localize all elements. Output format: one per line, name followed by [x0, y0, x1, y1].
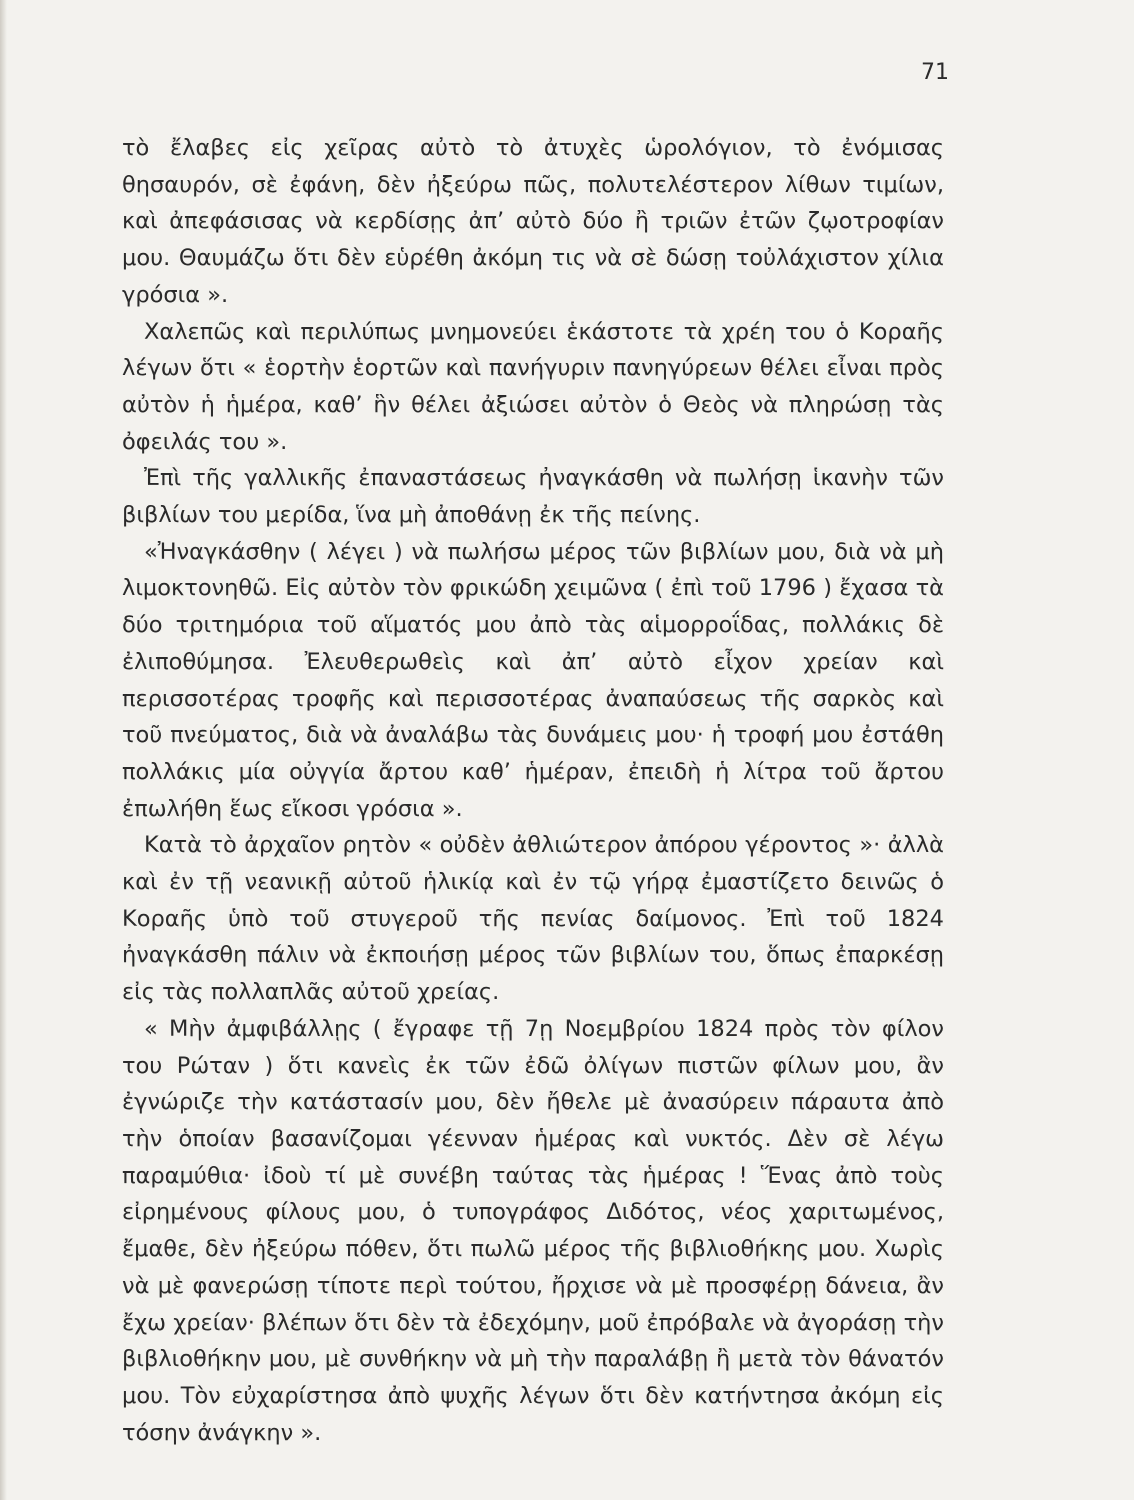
page-edge: [0, 0, 7, 1500]
paragraph-3: Ἐπὶ τῆς γαλλικῆς ἐπαναστάσεως ἠναγκάσθη νὰ πωλήσῃ ἱκανὴν τῶν βιβλίων του μερίδα, ἵνα μὴ ἀποθάνῃ ἐκ τῆς πείνης.: [122, 465, 944, 529]
paragraph-5: Κατὰ τὸ ἀρχαῖον ρητὸν « οὐδὲν ἀθλιώτερον ἀπόρου γέροντος »· ἀλλὰ καὶ ἐν τῇ νεανικῇ αὐτοῦ ἡλικίᾳ καὶ ἐν τῷ γήρᾳ ἐμαστίζετο δεινῶς ὁ Κοραῆς ὑπὸ τοῦ στυγεροῦ τῆς πενίας δαίμονος. Ἐπὶ τοῦ 1824 ἠναγκάσθη πάλιν νὰ ἐκποιήσῃ μέρος τῶν βιβλίων του, ὅπως ἐπαρκέσῃ εἰς τὰς πολλαπλᾶς αὐτοῦ χρείας.: [122, 832, 944, 1006]
paragraph-1: τὸ ἔλαβες εἰς χεῖρας αὐτὸ τὸ ἀτυχὲς ὡρολόγιον, τὸ ἐνόμισας θησαυρόν, σὲ ἐφάνη, δὲν ἠξεύρω πῶς, πολυτελέστερον λίθων τιμίων, καὶ ἀπεφάσισας νὰ κερδίσῃς ἀπ’ αὐτὸ δύο ἢ τριῶν ἐτῶν ζῳοτροφίαν μου. Θαυμάζω ὅτι δὲν εὑρέθη ἀκόμη τις νὰ σὲ δώσῃ τοὐλάχιστον χίλια γρόσια ».: [122, 135, 944, 308]
page-number: 71: [921, 60, 949, 85]
body-text: [122, 130, 944, 1451]
paragraph-6: « Μὴν ἀμφιβάλλῃς ( ἔγραφε τῇ 7ῃ Νοεμβρίου 1824 πρὸς τὸν φίλον του Ρώταν ) ὅτι κανεὶς ἐκ τῶν ἐδῶ ὀλίγων πιστῶν φίλων μου, ἂν ἐγνώριζε τὴν κατάστασίν μου, δὲν ἤθελε μὲ ἀνασύρειν πάραυτα ἀπὸ τὴν ὁποίαν βασανίζομαι γέενναν ἡμέρας καὶ νυκτός. Δὲν σὲ λέγω παραμύθια· ἰδοὺ τί μὲ συνέβη ταύτας τὰς ἡμέρας ! Ἕνας ἀπὸ τοὺς εἰρημένους φίλους μου, ὁ τυπογράφος Διδότος, νέος χαριτωμένος, ἔμαθε, δὲν ἠξεύρω πόθεν, ὅτι πωλῶ μέρος τῆς βιβλιοθήκης μου. Χωρὶς νὰ μὲ φανερώσῃ τίποτε περὶ τούτου, ἤρχισε νὰ μὲ προσφέρῃ δάνεια, ἂν ἔχω χρείαν· βλέπων ὅτι δὲν τὰ ἐδεχόμην, μοῦ ἐπρόβαλε νὰ ἀγοράσῃ τὴν βιβλιοθήκην μου, μὲ συνθήκην νὰ μὴ τὴν παραλάβῃ ἢ μετὰ τὸν θάνατόν μου. Τὸν εὐχαρίστησα ἀπὸ ψυχῆς λέγων ὅτι δὲν κατήντησα ἀκόμη εἰς τόσην ἀνάγκην ».: [122, 1015, 944, 1446]
paragraph-4: «Ἠναγκάσθην ( λέγει ) νὰ πωλήσω μέρος τῶν βιβλίων μου, διὰ νὰ μὴ λιμοκτονηθῶ. Εἰς αὐτὸν τὸν φρικώδη χειμῶνα ( ἐπὶ τοῦ 1796 ) ἔχασα τὰ δύο τριτημόρια τοῦ αἵματός μου ἀπὸ τὰς αἱμορροΐδας, πολλάκις δὲ ἐλιποθύμησα. Ἐλευθερωθεὶς καὶ ἀπ’ αὐτὸ εἶχον χρείαν καὶ περισσοτέρας τροφῆς καὶ περισσοτέρας ἀναπαύσεως τῆς σαρκὸς καὶ τοῦ πνεύματος, διὰ νὰ ἀναλάβω τὰς δυνάμεις μου· ἡ τροφή μου ἐστάθη πολλάκις μία οὐγγία ἄρτου καθ’ ἡμέραν, ἐπειδὴ ἡ λίτρα τοῦ ἄρτου ἐπωλήθη ἕως εἴκοσι γρόσια ».: [122, 538, 944, 822]
paragraph-2: Χαλεπῶς καὶ περιλύπως μνημονεύει ἑκάστοτε τὰ χρέη του ὁ Κοραῆς λέγων ὅτι « ἑορτὴν ἑορτῶν καὶ πανήγυριν πανηγύρεων θέλει εἶναι πρὸς αὐτὸν ἡ ἡμέρα, καθ’ ἣν θέλει ἀξιώσει αὐτὸν ὁ Θεὸς νὰ πληρώσῃ τὰς ὀφειλάς του ».: [122, 318, 944, 455]
